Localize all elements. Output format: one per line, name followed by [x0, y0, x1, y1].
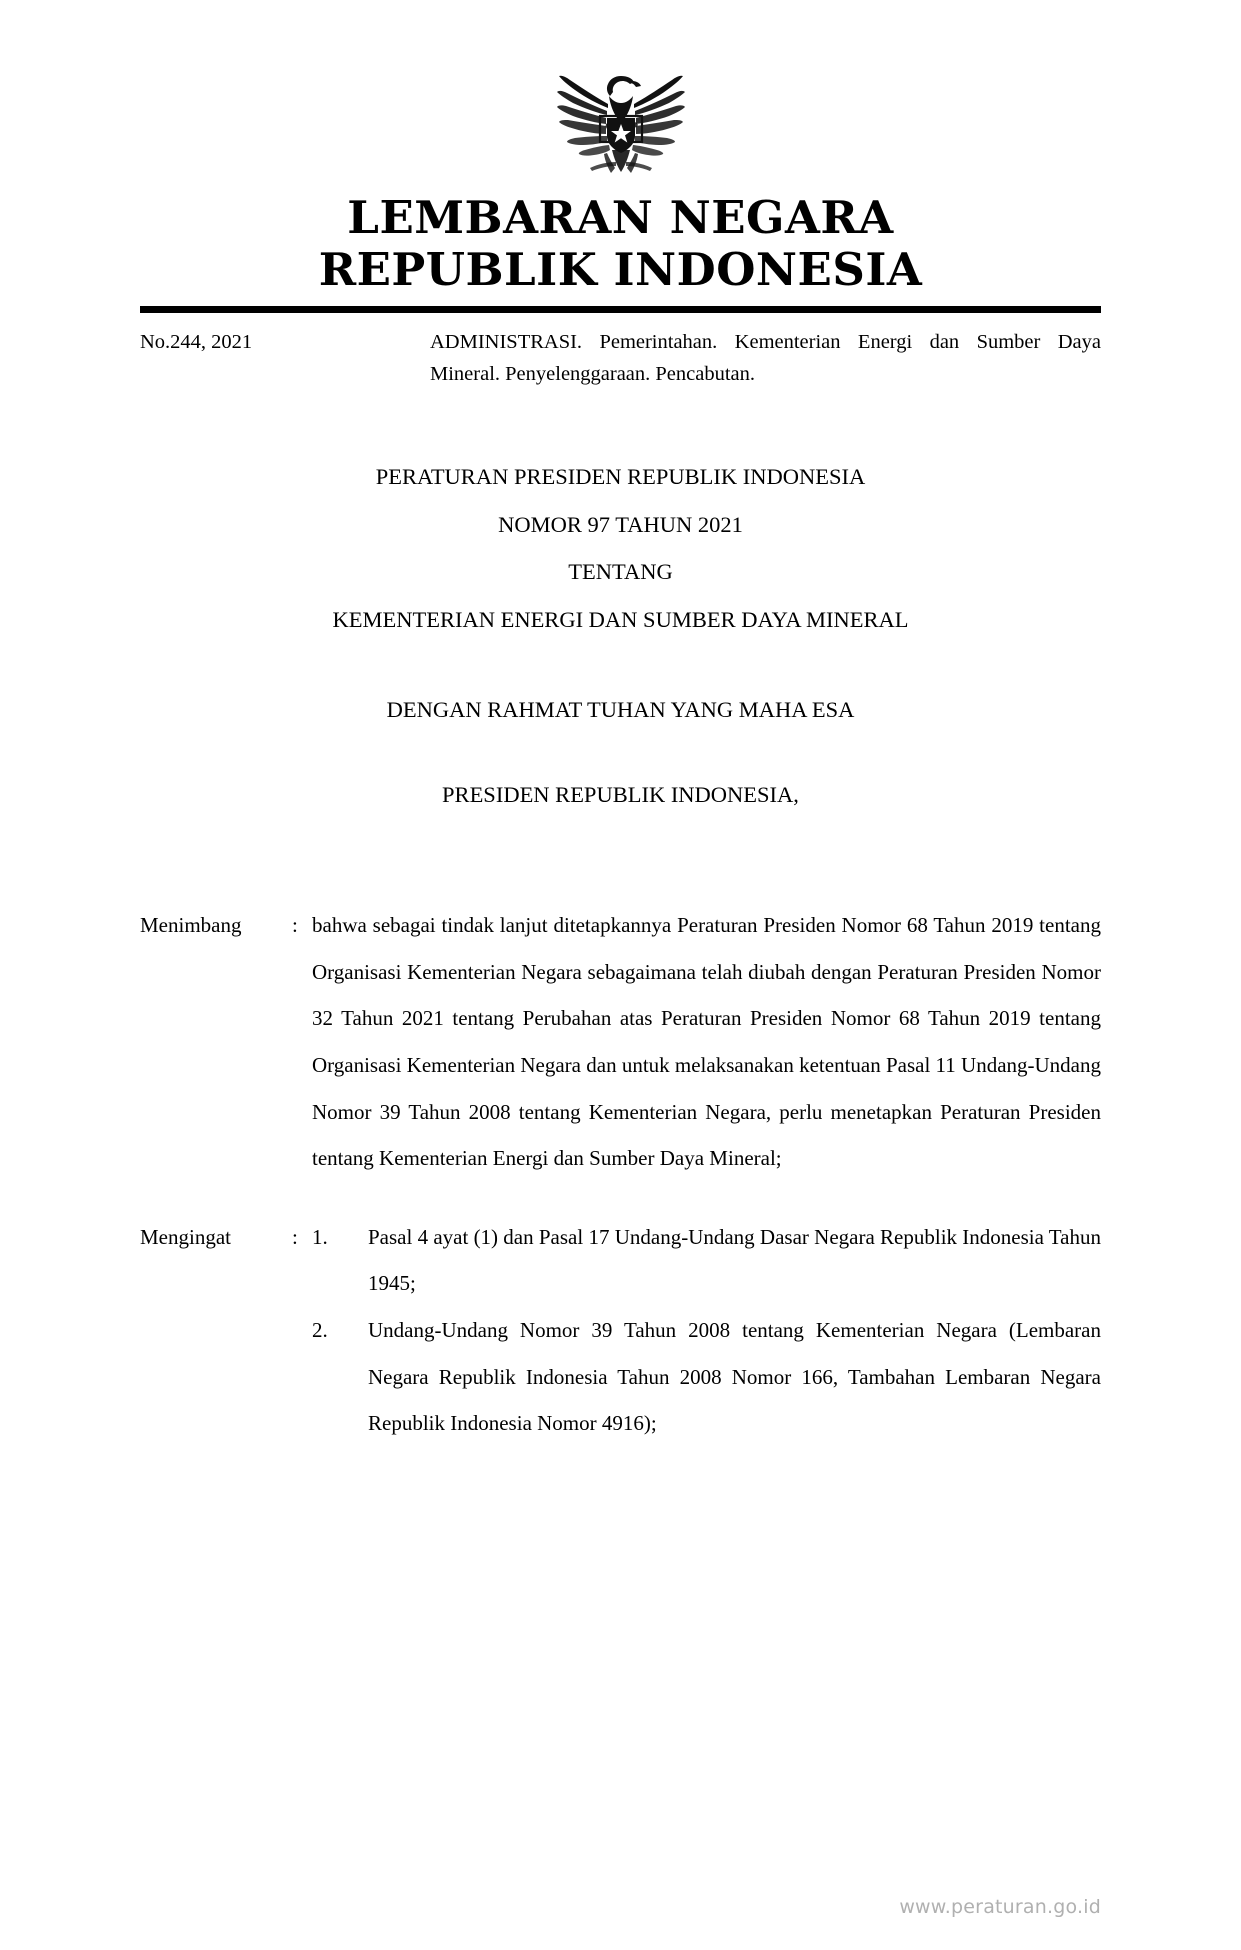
- gazette-meta-row: [140, 327, 1101, 391]
- clause-menimbang-text: bahwa sebagai tindak lanjut ditetapkannya Peraturan Presiden Nomor 68 Tahun 2019 tentang Organisasi Kementerian Negara sebagaimana telah diubah dengan Peraturan Presiden Nomor 32 Tahun 2021 tentang Perubahan atas Peraturan Presiden Nomor 68 Tahun 2019 tentang Organisasi Kementerian Negara dan untuk melaksanakan ketentuan Pasal 11 Undang-Undang Nomor 39 Tahun 2008 tentang Kementerian Negara, perlu menetapkan Peraturan Presiden tentang Kementerian Energi dan Sumber Daya Mineral;: [312, 913, 1101, 1171]
- title-line-authority: PERATURAN PRESIDEN REPUBLIK INDONESIA: [375, 463, 866, 489]
- clause-section: [140, 818, 1101, 1447]
- list-item-marker: 1.: [312, 1224, 328, 1249]
- title-line-tentang: TENTANG: [568, 559, 673, 585]
- footer-watermark: www.peraturan.go.id: [899, 1896, 1101, 1918]
- title-spacer-2: [0, 733, 1241, 771]
- masthead: [0, 192, 1241, 296]
- masthead-divider: [140, 306, 1101, 313]
- garuda-pancasila-emblem: [546, 58, 696, 178]
- list-item-text: Pasal 4 ayat (1) dan Pasal 17 Undang-Undang Dasar Negara Republik Indonesia Tahun 1945;: [368, 1224, 1101, 1296]
- regulation-title-block: [0, 453, 1241, 644]
- list-item-text: Undang-Undang Nomor 39 Tahun 2008 tentang Kementerian Negara (Lembaran Negara Republik Indonesia Tahun 2008 Nomor 166, Tambahan Lembaran Negara Republik Indonesia Nomor 4916);: [368, 1318, 1101, 1436]
- clause-mengingat-label: Mengingat: [140, 1224, 231, 1249]
- clause-menimbang: [140, 902, 1101, 1182]
- masthead-line-1: LEMBARAN NEGARA: [347, 191, 894, 244]
- list-item: [312, 1307, 1101, 1447]
- clause-mengingat-list: [312, 1214, 1101, 1447]
- clause-menimbang-colon: :: [292, 913, 298, 938]
- masthead-line-2: REPUBLIK INDONESIA: [318, 243, 923, 297]
- title-line-number: NOMOR 97 TAHUN 2021: [498, 511, 743, 537]
- signatory-line: PRESIDEN REPUBLIK INDONESIA,: [442, 781, 799, 807]
- clause-mengingat: [140, 1214, 1101, 1447]
- emblem-container: [0, 0, 1241, 132]
- list-item: [312, 1214, 1101, 1307]
- title-spacer-1: [0, 644, 1241, 686]
- list-item-marker: 2.: [312, 1318, 328, 1343]
- gazette-number: No.244, 2021: [140, 331, 253, 354]
- title-line-subject: KEMENTERIAN ENERGI DAN SUMBER DAYA MINERAL: [332, 606, 909, 632]
- clause-mengingat-colon: :: [292, 1224, 298, 1249]
- gazette-subject: ADMINISTRASI. Pemerintahan. Kementerian Energi dan Sumber Daya Mineral. Penyelenggaraan. Pencabutan.: [430, 331, 1101, 386]
- clause-menimbang-label: Menimbang: [140, 913, 242, 938]
- blessing-line: DENGAN RAHMAT TUHAN YANG MAHA ESA: [386, 696, 855, 722]
